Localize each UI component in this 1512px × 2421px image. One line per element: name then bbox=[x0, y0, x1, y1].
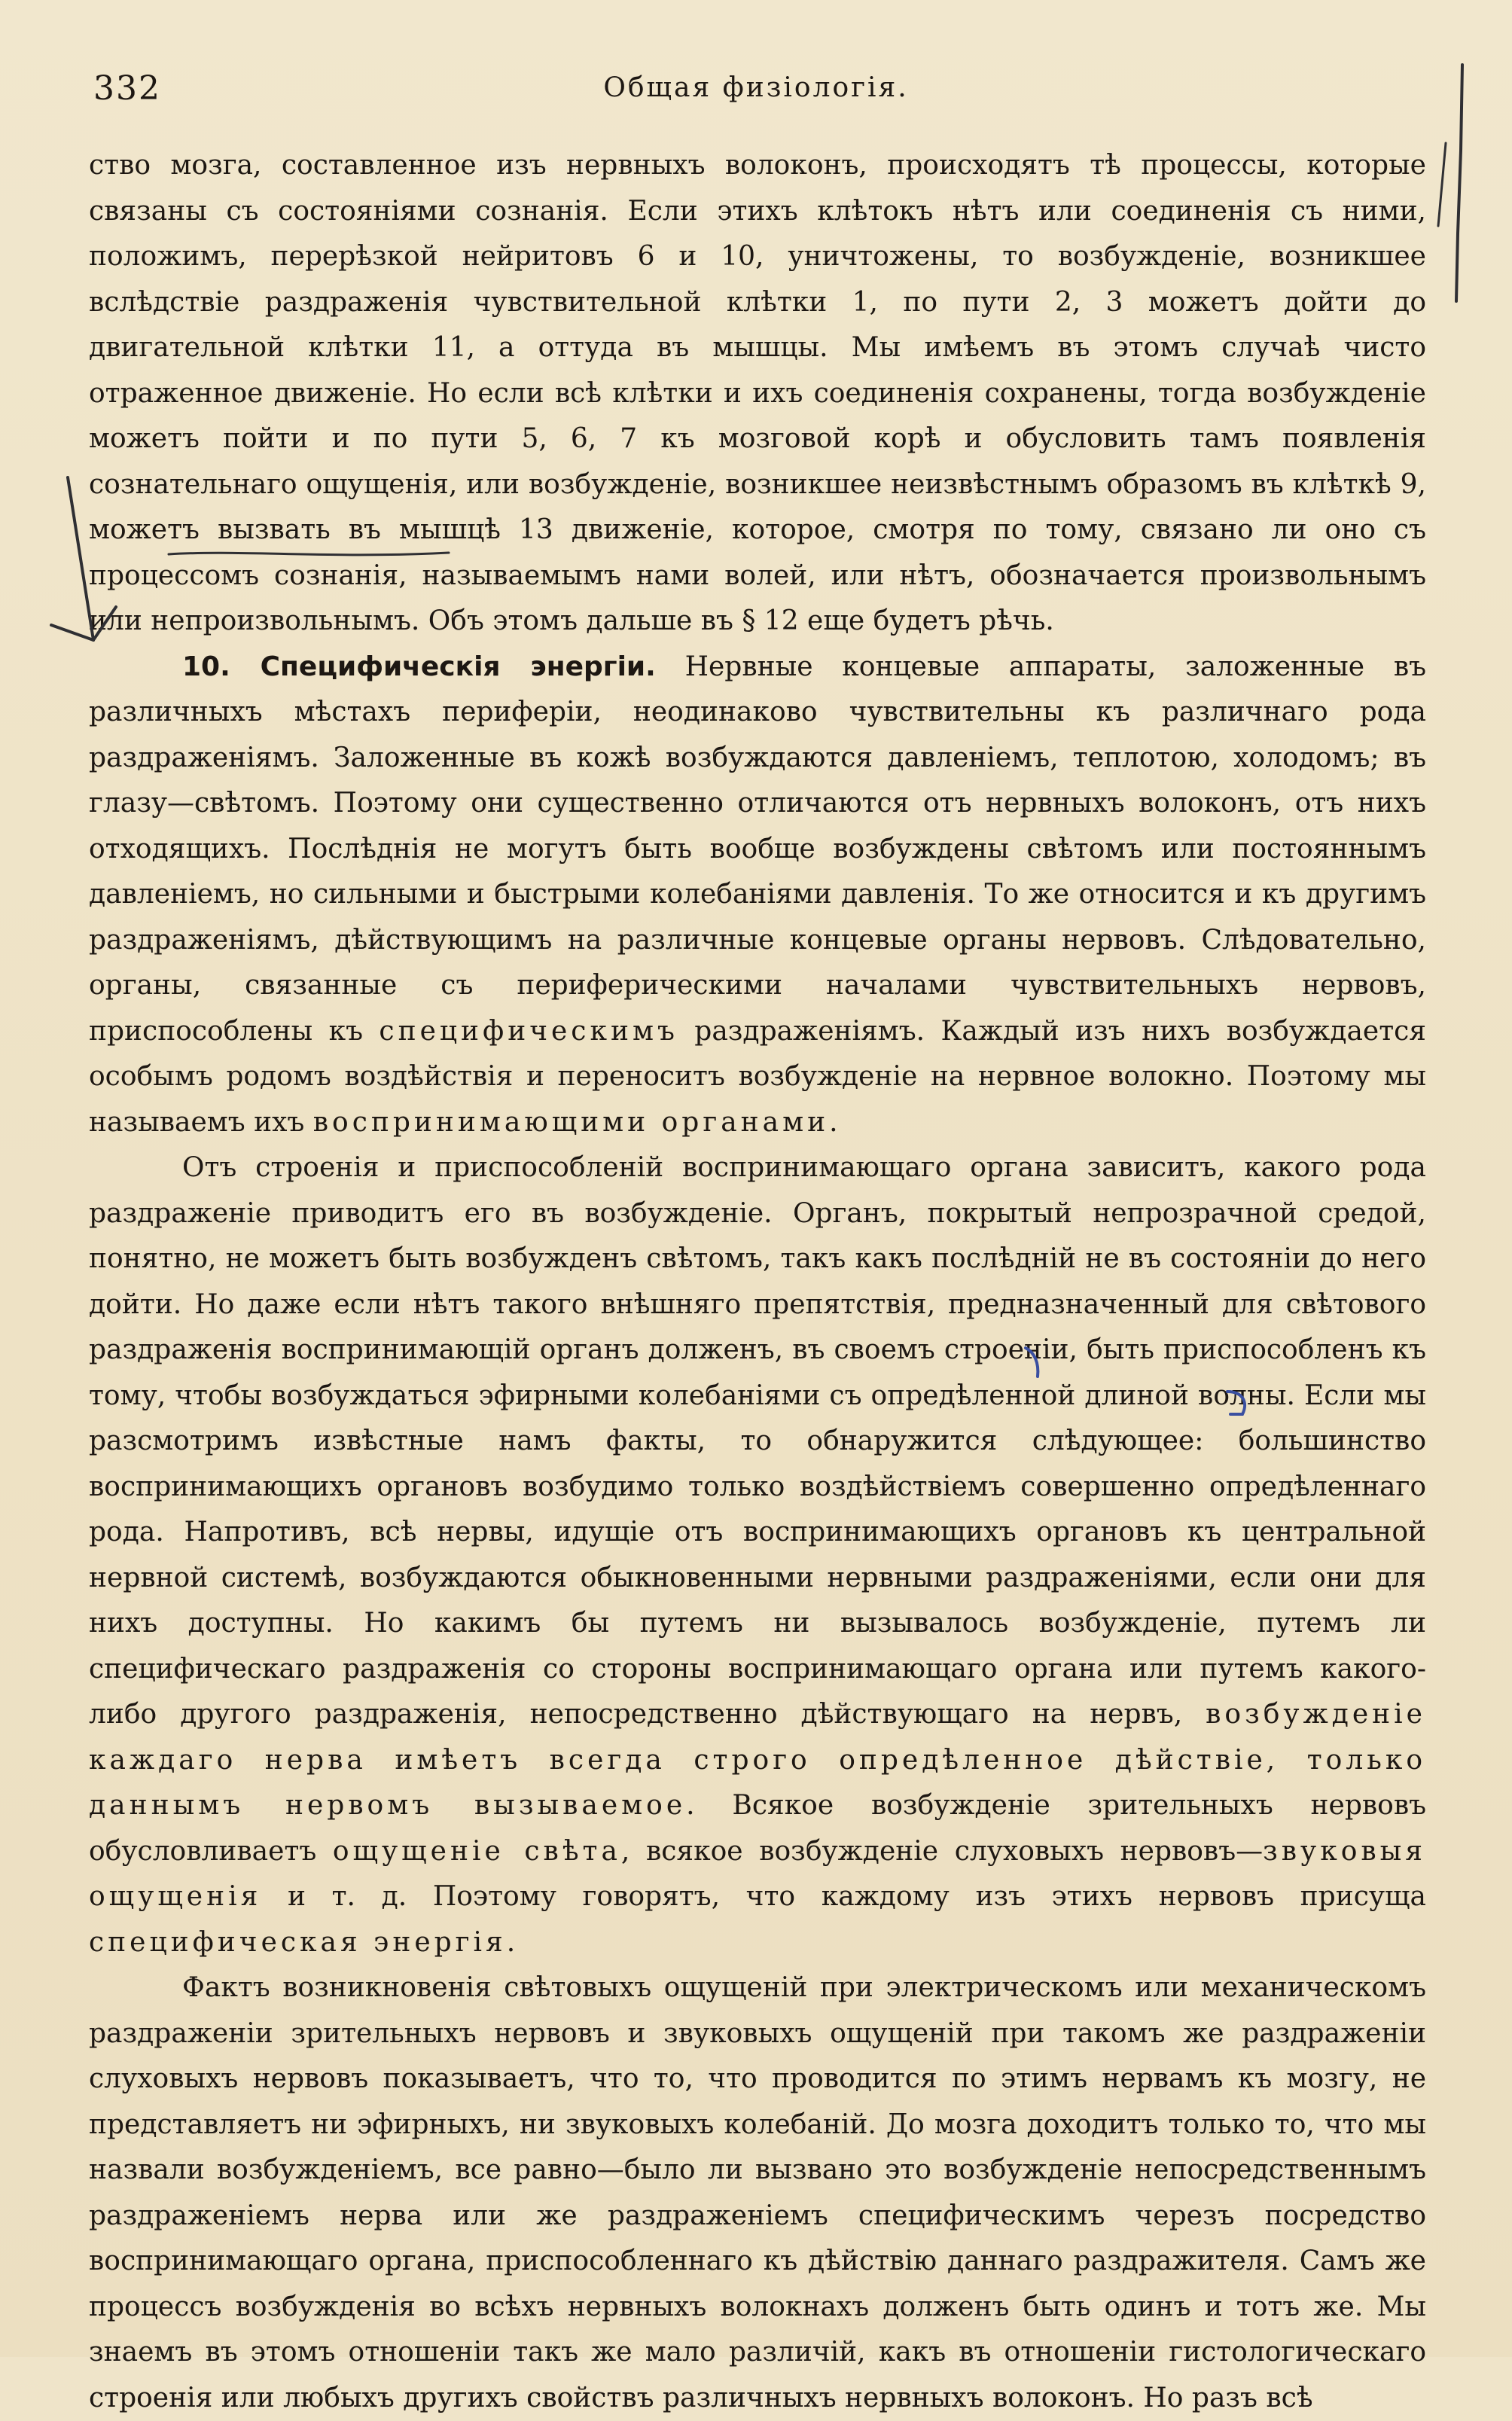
running-title: Общая физiологiя. bbox=[603, 72, 909, 103]
text-segment: . Всякое возбужденiе зрительныхъ нервовъ обусловливаетъ bbox=[89, 1790, 1426, 1867]
paragraph-excitation bbox=[89, 1965, 1426, 2421]
spaced-term: ощущенiе свѣта bbox=[332, 1835, 621, 1867]
spaced-term: специфическимъ bbox=[379, 1015, 678, 1047]
text-segment: раздраженiямъ. Каждый изъ нихъ возбуждается особымъ родомъ воздѣйствiя и переноситъ возбужденiе на нервное волокно. Поэтому мы называемъ ихъ bbox=[89, 1015, 1426, 1138]
paragraph-receiving-organs bbox=[89, 1145, 1426, 1965]
section-title: 10. Специфическiя энергiи. bbox=[182, 651, 656, 682]
text-segment: Отъ строенiя и приспособленiй воспринимающаго органа зависитъ, какого рода раздраженiе приводитъ его въ возбужденiе. Органъ, покрытый непрозрачной средой, понятно, не можетъ быть возбужденъ свѣтомъ, такъ какъ послѣднiй не въ состоянiи до него дойти. Но даже если нѣтъ такого внѣшняго препятствiя, предназначенный для свѣтового раздраженiя воспринимающiй органъ долженъ, въ своемъ строенiи, быть приспособленъ къ тому, чтобы возбуждаться эфирными колебанiями съ опредѣленной длиной волны. Если мы разсмотримъ извѣстные намъ факты, то обнаружится слѣдующее: большинство воспринимающихъ органовъ возбудимо только воздѣйствiемъ совершенно опредѣленнаго рода. Напротивъ, всѣ нервы, идущiе отъ воспринимающихъ органовъ къ центральной нервной системѣ, возбуждаются обыкновенными нервными раздраженiями, если они для нихъ доступны. Но какимъ бы путемъ ни вызывалось возбужденiе, путемъ ли специфическаго раздраженiя со стороны воспринимающаго органа или путемъ какого-либо другого раздраженiя, непосредственно дѣйствующаго на нервъ, bbox=[89, 1152, 1426, 1730]
text-segment: . bbox=[506, 1926, 516, 1958]
spaced-term: возбужденiе каждаго нерва имѣетъ всегда строго опредѣленное дѣйствiе, только даннымъ нервомъ вызываемое bbox=[89, 1699, 1426, 1821]
text-segment: . bbox=[829, 1106, 838, 1138]
paragraph-continuation bbox=[89, 143, 1426, 645]
spaced-term: специфическая энергiя bbox=[89, 1926, 507, 1958]
text-segment: и т. д. Поэтому говорятъ, что каждому изъ этихъ нервовъ присуща bbox=[261, 1881, 1426, 1912]
page-number: 332 bbox=[93, 69, 161, 108]
text-segment: , всякое возбужденiе слуховыхъ нервовъ— bbox=[620, 1835, 1264, 1867]
spaced-term: звуковыя ощущенiя bbox=[89, 1835, 1426, 1912]
section-10-paragraph bbox=[89, 645, 1426, 1146]
paragraph-text: Фактъ возникновенiя свѣтовыхъ ощущенiй при электрическомъ или механическомъ раздраженiи зрительныхъ нервовъ и звуковыхъ ощущенiй при такомъ же раздраженiи слуховыхъ нервовъ показываетъ, что то, что проводится по этимъ нервамъ къ мозгу, не представляетъ ни эфирныхъ, ни звуковыхъ колебанiй. До мозга доходитъ только то, что мы назвали возбужденiемъ, все равно—было ли вызвано это возбужденiе непосредственнымъ раздраженiемъ нерва или же раздраженiемъ специфическимъ черезъ посредство воспринимающаго органа, приспособленнаго къ дѣйствiю даннаго раздражителя. Самъ же процессъ возбужденiя во всѣхъ нервныхъ волокнахъ долженъ быть одинъ и тотъ же. Мы знаемъ въ этомъ отношенiи такъ же мало различiй, какъ въ отношенiи гистологическаго строенiя или любыхъ другихъ свойствъ различныхъ нервныхъ волоконъ. Но разъ всѣ bbox=[89, 1972, 1426, 2413]
spaced-term: воспринимающими органами bbox=[312, 1106, 830, 1138]
body-text bbox=[89, 143, 1426, 2421]
paragraph-text: ство мозга, составленное изъ нервныхъ волоконъ, происходятъ тѣ процессы, которые связаны съ состоянiями сознанiя. Если этихъ клѣтокъ нѣтъ или соединенiя съ ними, положимъ, перерѣзкой нейритовъ 6 и 10, уничтожены, то возбужденiе, возникшее вслѣдствiе раздраженiя чувствительной клѣтки 1, по пути 2, 3 можетъ дойти до двигательной клѣтки 11, а оттуда въ мышцы. Мы имѣемъ въ этомъ случаѣ чисто отраженное движенiе. Но если всѣ клѣтки и ихъ соединенiя сохранены, тогда возбужденiе можетъ пойти и по пути 5, 6, 7 къ мозговой корѣ и обусловить тамъ появленiя сознательнаго ощущенiя, или возбужденiе, возникшее неизвѣстнымъ образомъ въ клѣткѣ 9, можетъ вызвать въ мышцѣ 13 движенiе, которое, смотря по тому, связано ли оно съ процессомъ сознанiя, называемымъ нами волей, или нѣтъ, обозначается произвольнымъ или непроизвольнымъ. Объ этомъ дальше въ § 12 еще будетъ рѣчь. bbox=[89, 150, 1426, 636]
text-segment: Нервные концевые аппараты, заложенные въ различныхъ мѣстахъ периферiи, неодинаково чувствительны къ различнаго рода раздраженiямъ. Заложенные въ кожѣ возбуждаются давленiемъ, теплотою, холодомъ; въ глазу—свѣтомъ. Поэтому они существенно отличаются отъ нервныхъ волоконъ, отъ нихъ отходящихъ. Послѣднiя не могутъ быть вообще возбуждены свѣтомъ или постояннымъ давленiемъ, но сильными и быстрыми колебанiями давленiя. То же относится и къ другимъ раздраженiямъ, дѣйствующимъ на различные концевые органы нервовъ. Слѣдовательно, органы, связанные съ периферическими началами чувствительныхъ нервовъ, приспособлены къ bbox=[89, 651, 1426, 1047]
